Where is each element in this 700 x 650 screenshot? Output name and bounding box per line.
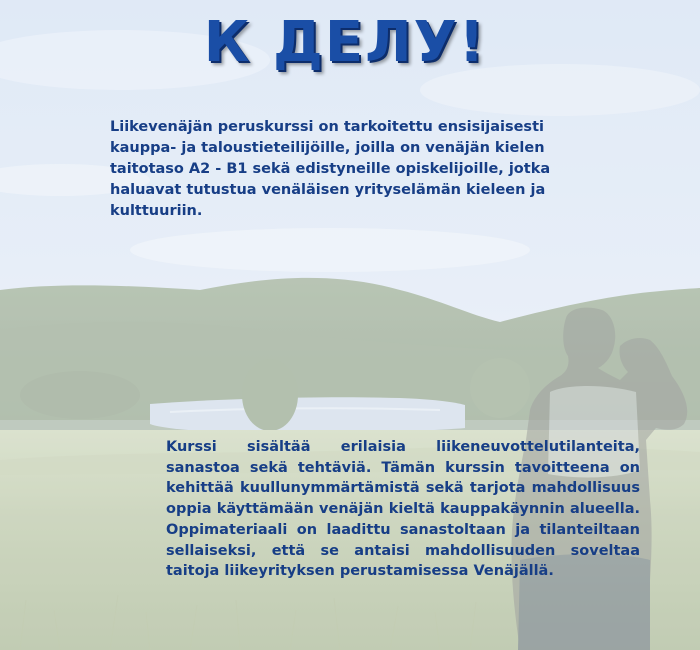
page-headline: К ДЕЛУ! — [203, 10, 487, 75]
course-description-paragraph: Kurssi sisältää erilaisia liikeneuvottelutilanteita, sanastoa sekä tehtäviä. Tämän kurssin tavoitteena on kehittää kuullunymmärtämistä sekä tarjota mahdollisuus oppia käyttämään venäjän kieltä kauppakäynnin alueella. Oppimateriaali on laadittu sanastoltaan ja tilanteiltaan sellaiseksi, että se antaisi mahdollisuuden soveltaa taitoja liikeyrityksen perustamisessa Venäjällä. — [166, 439, 640, 580]
intro-paragraph: Liikevenäjän peruskurssi on tarkoitettu ensisijaisesti kauppa- ja taloustieteilijöille, joilla on venäjän kielen taitotaso A2 - B1 sekä edistyneille opiskelijoille, jotka haluavat tutustua venäläisen yrityselämän kieleen ja kulttuuriin. — [110, 119, 551, 219]
